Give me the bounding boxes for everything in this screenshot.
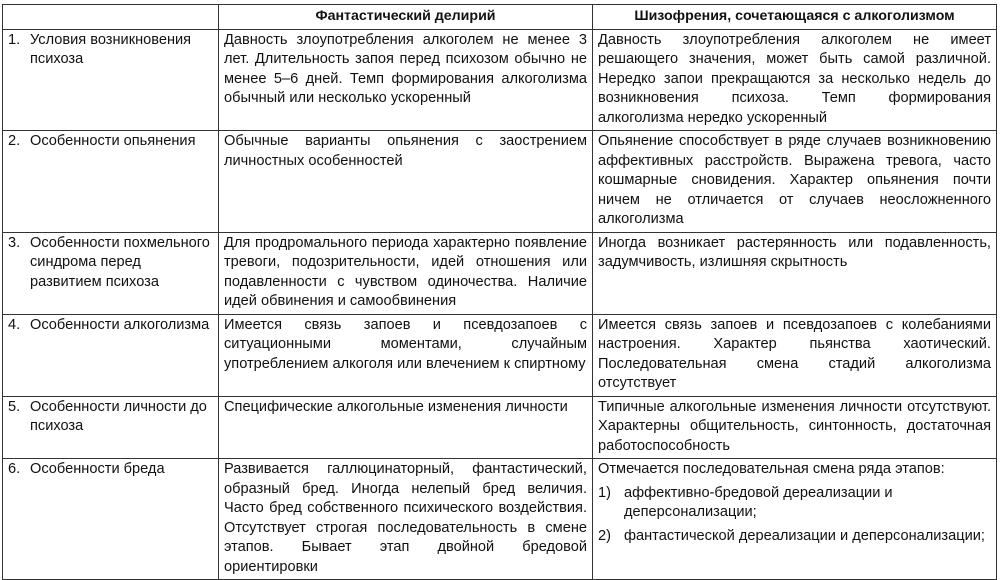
criterion-label: Особенности алкоголизма (30, 316, 210, 333)
schizophrenia-cell: Типичные алкогольные изменения личности отсутствуют. Характерны общительность, синтонность, достаточная работоспособность (593, 396, 997, 459)
row-number: 3. (8, 234, 21, 251)
table-row (3, 131, 997, 233)
row-number: 5. (8, 398, 21, 415)
stages-list (598, 484, 991, 547)
schizophrenia-cell: Имеется связь запоев и псевдозапоев с колебаниями настроения. Характер пьянства хаотический. Последовательная смена стадий алкоголизма отсутствует (593, 314, 997, 396)
criterion-cell (3, 232, 219, 314)
header-criterion (3, 5, 219, 30)
row-number: 4. (8, 316, 21, 333)
delirium-cell: Обычные варианты опьянения с заострением личностных особенностей (219, 131, 593, 233)
delirium-cell: Давность злоупотребления алкоголем не менее 3 лет. Длительность запоя перед психозом обычно не менее 5–6 дней. Темп формирования алкоголизма обычный или несколько ускоренный (219, 29, 593, 131)
delirium-cell: Имеется связь запоев и псевдозапоев с ситуационными моментами, случайным употреблением алкоголя или влечением к спиртному (219, 314, 593, 396)
table-row (3, 459, 997, 580)
comparison-table (2, 4, 997, 580)
criterion-label: Условия возникновения психоза (30, 31, 192, 67)
criterion-label: Особенности бреда (30, 461, 165, 477)
criterion-cell (3, 131, 219, 233)
list-item (598, 527, 991, 547)
row-number: 2. (8, 133, 21, 149)
delirium-cell: Для продромального периода характерно появление тревоги, подозрительности, идей отношения или подавленности с чувством одиночества. Наличие идей обвинения и самообвинения (219, 232, 593, 314)
delirium-cell: Развивается галлюцинаторный, фантастический, образный бред. Иногда нелепый бред величия. Часто бред собственного психического воздействия. Отсутствует строгая последовательность в смене этапов. Бывает этап двойной бредовой ориентировки (219, 459, 593, 580)
stage-text: аффективно-бредовой дереализации и деперсонализации; (624, 484, 893, 520)
header-schizophrenia: Шизофрения, сочетающаяся с алкоголизмом (593, 5, 997, 30)
criterion-cell (3, 396, 219, 459)
schizophrenia-cell: Иногда возникает растерянность или подавленность, задумчивость, излишняя скрытность (593, 232, 997, 314)
stage-text: фантастической дереализации и деперсонализации; (624, 527, 985, 544)
table-row (3, 232, 997, 314)
criterion-cell (3, 459, 219, 580)
row-number: 6. (8, 461, 21, 477)
criterion-cell (3, 29, 219, 131)
criterion-label: Особенности опьянения (30, 133, 196, 149)
delirium-cell: Специфические алкогольные изменения личности (219, 396, 593, 459)
schizophrenia-cell (593, 459, 997, 580)
schizophrenia-cell: Давность злоупотребления алкоголем не имеет решающего значения, может быть самой различной. Нередко запои прекращаются за несколько недель до возникновения психоза. Темп формирования алкоголизма нередко ускоренный (593, 29, 997, 131)
table-row (3, 396, 997, 459)
schizophrenia-cell: Опьянение способствует в ряде случаев возникновению аффективных расстройств. Выражена тревога, часто кошмарные сновидения. Характер опьянения почти ничем не отличается от случаев неосложненного алкоголизма (593, 131, 997, 233)
header-row (3, 5, 997, 30)
stages-intro: Отмечается последовательная смена ряда этапов: (598, 461, 945, 477)
criterion-cell (3, 314, 219, 396)
stage-number: 1) (598, 484, 611, 501)
criterion-label: Особенности похмельного синдрома перед развитием психоза (30, 234, 210, 290)
criterion-label: Особенности личности до психоза (30, 398, 207, 434)
table-row (3, 314, 997, 396)
header-delirium: Фантастический делирий (219, 5, 593, 30)
row-number: 1. (8, 31, 21, 48)
stage-number: 2) (598, 527, 611, 544)
list-item (598, 484, 991, 523)
table-row (3, 29, 997, 131)
